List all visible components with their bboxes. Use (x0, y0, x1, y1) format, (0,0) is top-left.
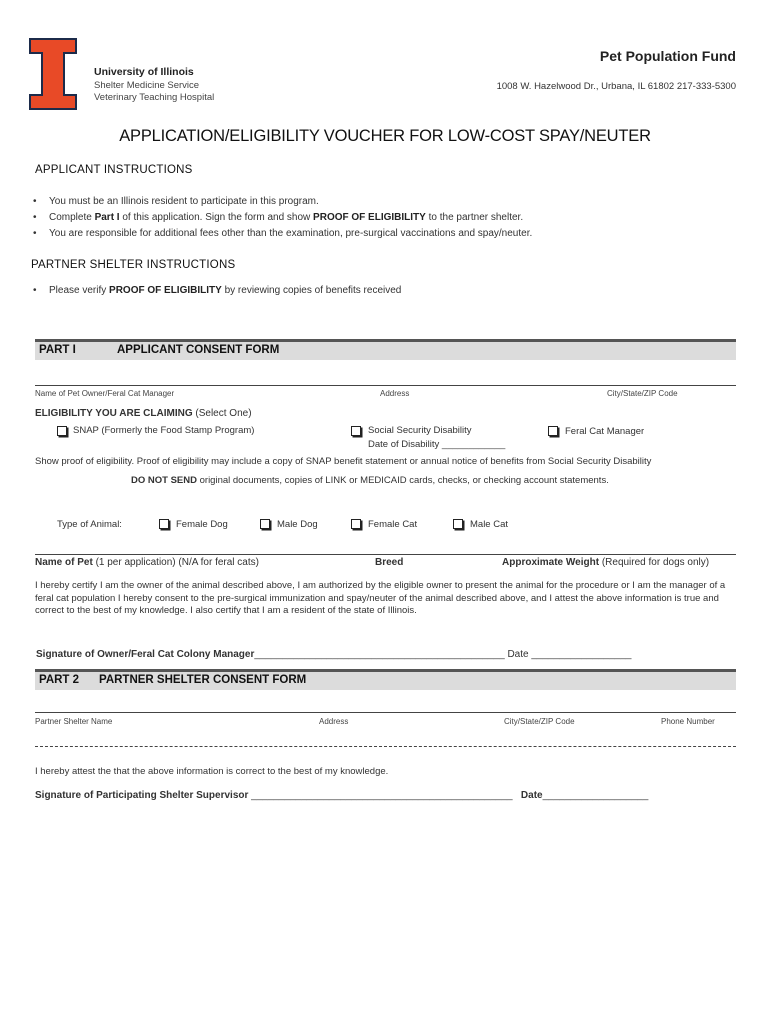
female-dog-checkbox[interactable] (159, 519, 169, 529)
part2-header-bar (35, 669, 736, 690)
partner-bullet-1: Please verify PROOF OF ELIGIBILITY by reviewing copies of benefits received (49, 285, 402, 296)
proof-text: Show proof of eligibility. Proof of eligibility may include a copy of SNAP benefit statement or annual notice of benefits from Social Security Disability (35, 456, 652, 467)
owner-name-line[interactable] (35, 385, 736, 386)
pet-name-label: Name of Pet (1 per application) (N/A for feral cats) (35, 557, 259, 568)
page-title: APPLICATION/ELIGIBILITY VOUCHER FOR LOW-COST SPAY/NEUTER (119, 127, 651, 145)
shelter-extra-line[interactable] (35, 746, 736, 747)
fund-address: 1008 W. Hazelwood Dr., Urbana, IL 61802 217-333-5300 (496, 81, 736, 92)
owner-name-label: Name of Pet Owner/Feral Cat Manager (35, 389, 175, 398)
bullet-4: • (33, 285, 37, 296)
feral-checkbox[interactable] (548, 426, 558, 436)
shelter-phone-label: Phone Number (661, 717, 715, 726)
male-dog-checkbox[interactable] (260, 519, 270, 529)
part1-header-bar (35, 339, 736, 360)
bullet-2: • (33, 212, 37, 223)
attest-text: I hereby attest the that the above information is correct to the best of my knowledge. (35, 766, 389, 777)
weight-label: Approximate Weight (Required for dogs only) (502, 557, 710, 568)
male-cat-checkbox[interactable] (453, 519, 463, 529)
certify-paragraph: I hereby certify I am the owner of the animal described above, I am authorized by the eligible owner to present the animal for the procedure or I am the manager of a feral cat population I hereby consent to the pre-surgical immunization and spay/neuter of the animal described above, and I attest the above information is true and correct to the best of my knowledge. I also certify that I am a resident of the state of Illinois. (35, 580, 726, 616)
breed-label: Breed (375, 557, 404, 568)
bullet-1: • (33, 196, 37, 207)
ssd-date-field[interactable]: Date of Disability ____________ (368, 439, 506, 450)
animal-type-label: Type of Animal: (57, 519, 122, 530)
applicant-bullet-1: You must be an Illinois resident to participate in this program. (49, 196, 319, 207)
part2-title: PARTNER SHELTER CONSENT FORM (99, 674, 307, 686)
partner-instructions-heading: PARTNER SHELTER INSTRUCTIONS (31, 259, 236, 271)
shelter-name-label: Partner Shelter Name (35, 717, 113, 726)
male-cat-label: Male Cat (470, 519, 509, 530)
applicant-instructions-heading: APPLICANT INSTRUCTIONS (35, 164, 193, 176)
ssd-checkbox[interactable] (351, 426, 361, 436)
feral-label: Feral Cat Manager (565, 426, 645, 437)
owner-signature-field[interactable]: Signature of Owner/Feral Cat Colony Manager_____________________________________________ Date __________________ (36, 649, 632, 660)
snap-label: SNAP (Formerly the Food Stamp Program) (73, 425, 255, 436)
owner-address-label: Address (380, 389, 410, 398)
org-line-1: Shelter Medicine Service (94, 80, 200, 91)
shelter-city-label: City/State/ZIP Code (504, 717, 575, 726)
bullet-3: • (33, 228, 37, 239)
org-line-2: Veterinary Teaching Hospital (94, 92, 215, 103)
male-dog-label: Male Dog (277, 519, 318, 530)
applicant-bullet-3: You are responsible for additional fees other than the examination, pre-surgical vaccinations and spay/neuter. (49, 228, 533, 239)
female-dog-label: Female Dog (176, 519, 228, 530)
shelter-info-line[interactable] (35, 712, 736, 713)
shelter-address-label: Address (319, 717, 349, 726)
shelter-signature-field[interactable]: Signature of Participating Shelter Supervisor _______________________________________________ Date___________________ (35, 790, 649, 801)
do-not-send-text: DO NOT SEND original documents, copies of LINK or MEDICAID cards, checks, or checking account statements. (131, 475, 609, 486)
part1-label: PART I (39, 344, 76, 356)
eligibility-heading: ELIGIBILITY YOU ARE CLAIMING (Select One) (35, 408, 252, 419)
part2-label: PART 2 (39, 674, 80, 686)
part1-title: APPLICANT CONSENT FORM (117, 344, 280, 356)
university-logo (29, 38, 77, 110)
fund-title: Pet Population Fund (599, 48, 736, 64)
pet-info-line[interactable] (35, 554, 736, 555)
snap-checkbox[interactable] (57, 426, 67, 436)
female-cat-label: Female Cat (368, 519, 418, 530)
female-cat-checkbox[interactable] (351, 519, 361, 529)
ssd-label: Social Security Disability (368, 425, 472, 436)
org-name: University of Illinois (94, 66, 194, 78)
applicant-bullet-2: Complete Part I of this application. Sign the form and show PROOF OF ELIGIBILITY to the partner shelter. (49, 212, 524, 223)
owner-city-label: City/State/ZIP Code (607, 389, 678, 398)
